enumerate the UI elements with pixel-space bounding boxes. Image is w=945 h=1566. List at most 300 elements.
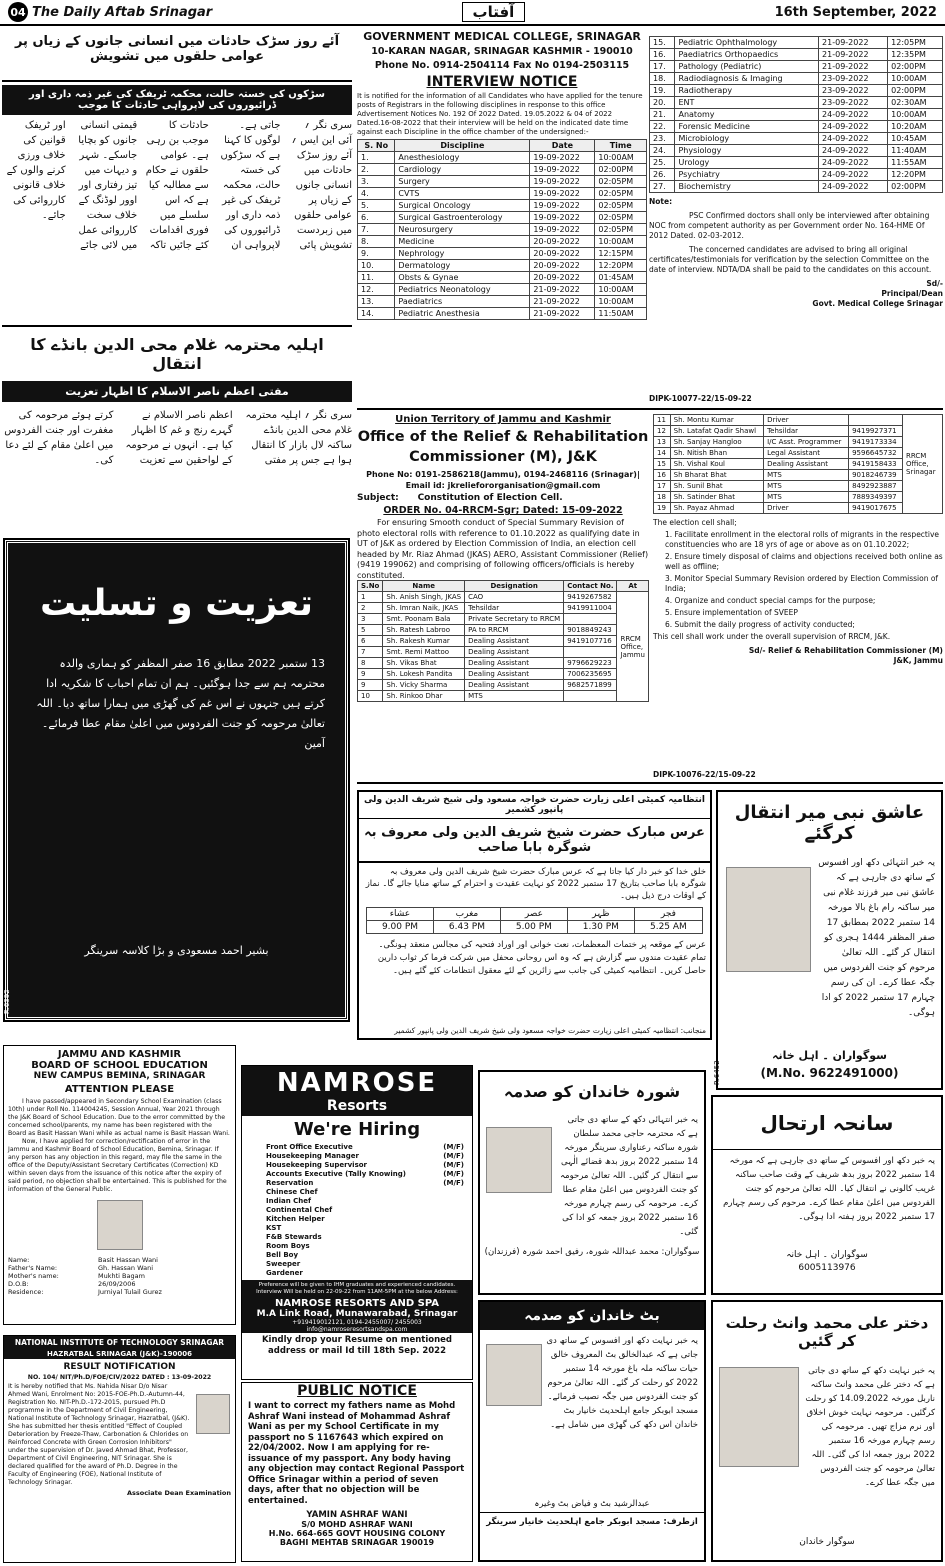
subject-label: Subject:	[357, 493, 399, 503]
rrcm-order-no: ORDER No. 04-RRCM-Sgr; Dated: 15-09-2022	[383, 505, 623, 516]
job-item	[266, 1179, 464, 1188]
table-cell: 5	[358, 625, 383, 636]
shora-from: سوگواران: محمد عبداللہ شورہ، رفیق احمد شورہ (فرزندان)	[484, 1247, 700, 1257]
pn-title: PUBLIC NOTICE	[297, 1383, 417, 1399]
table-cell: 02:05PM	[595, 200, 647, 212]
ashiq-body: یہ خبر انتہائی دکھ اور افسوس کے ساتھ دی جارہی ہے کہ عاشق نبی میر فرزند غلام نبی میر ساکنہ رام باغ بالا مورخہ 14 ستمبر 2022 بمطابق 17 صفر المظفر 1444 ہجری کو انتقال کر گئے۔ اللہ تعالیٰ مرحوم کو جنت الفردوس میں جگہ عطا کرے۔ ان کی رسم چہارم 17 ستمبر 2022 کو ادا ہوگی۔	[818, 858, 935, 1018]
table-row	[650, 97, 943, 109]
table-row	[654, 481, 943, 492]
pn-body: I want to correct my fathers name as Mohd Ashraf Wani instead of Mohammad Ashraf Wani as per my School Certificate in my passport no S 1167643 which expired on 22/04/2002. Now I am applying for re-issuance of my passport. Any body having any objection may contact Regional Passport Office Srinagar within a period of seven days, after that no objection will be entertained.	[248, 1401, 465, 1506]
table-cell: 9018849243	[564, 625, 617, 636]
job-gender: (M/F)	[443, 1179, 464, 1187]
table-cell: 24-09-2022	[819, 133, 888, 145]
field-value: Jurniyal Tulail Gurez	[98, 1288, 162, 1296]
table-cell: 02:00PM	[595, 164, 647, 176]
gmc-table-2	[649, 36, 943, 193]
table-row	[650, 85, 943, 97]
table-row	[358, 614, 649, 625]
table-cell	[564, 647, 617, 658]
table-row	[654, 470, 943, 481]
job-title: Front Office Executive	[266, 1143, 353, 1151]
public-notice	[241, 1382, 473, 1562]
table-cell: Sh. Sunil Bhat	[670, 481, 763, 492]
job-gender: (M/F)	[443, 1170, 464, 1178]
table-row	[650, 157, 943, 169]
table-cell: 21.	[650, 109, 675, 121]
job-list	[242, 1143, 472, 1278]
table-cell: Anatomy	[675, 109, 819, 121]
gmc-table	[357, 139, 647, 320]
table-cell: 10:00AM	[595, 236, 647, 248]
jkbose-body-2: Now, I have applied for correction/rectification of error in the Jammu and Kashmir Board of School Education, Bemina, Srinagar. If any person has any objection in this regard, may file the same in the office of the Deputy/Assistant Secretary Certificates (Correction) KD within seven days from the issuance of this notice after the expiry of said period, no objection shall be entertained. This is published for the information of the General Public.	[8, 1138, 227, 1193]
table-row	[650, 169, 943, 181]
gmc-notice-title: INTERVIEW NOTICE	[426, 74, 578, 90]
table-cell: 6	[358, 636, 383, 647]
table-cell: 20-09-2022	[530, 272, 595, 284]
field-label: Father's Name:	[8, 1264, 58, 1272]
field-value: Gh. Hassan Wani	[98, 1264, 154, 1272]
prayer-times-table	[366, 907, 703, 934]
table-cell: Sh. Rinkoo Dhar	[383, 691, 465, 702]
table-cell: Sh. Latafat Qadir Shawl	[670, 426, 763, 437]
table-row	[358, 152, 647, 164]
table-cell: Anesthesiology	[395, 152, 530, 164]
sanha-body: یہ خبر دکھ اور افسوس کے ساتھ دی جارہی ہے کہ مورخہ 14 ستمبر 2022 بروز بدھ شریف کے وقت صاحب ساکنہ غریب کالونی نے انتقال کیا۔ اللہ تعالیٰ مرحوم کو جنت الفردوس میں اعلیٰ مقام عطا کرے۔ مرحوم کی رسم چہارم 17 ستمبر 2022 بروز ہفتہ ادا ہوگی۔	[723, 1156, 935, 1222]
gmc-note-1: PSC Confirmed doctors shall only be interviewed after obtaining NOC from competent authority as per Government order No. 164-HME Of 2012 Dated. 02-03-2012.	[649, 211, 930, 240]
table-cell: Dermatology	[395, 260, 530, 272]
table-cell: 9796629223	[564, 658, 617, 669]
col-header: Time	[595, 140, 647, 152]
gmc-interview-notice	[357, 30, 943, 410]
nit-title: NATIONAL INSTITUTE OF TECHNOLOGY SRINAGAR	[4, 1336, 235, 1349]
prayer-time: 5.25 AM	[634, 921, 702, 934]
table-cell: 17	[654, 481, 671, 492]
table-cell: 12:15PM	[595, 248, 647, 260]
jkbose-title-1: JAMMU AND KASHMIR	[57, 1049, 182, 1060]
table-cell: 13	[654, 437, 671, 448]
rrcm-table	[357, 580, 649, 702]
table-cell: 24-09-2022	[819, 181, 888, 193]
dukhtar-body: یہ خبر نہایت دکھ کے ساتھ دی جاتی ہے کہ دختر علی محمد وانٹ ساکنہ ناربل مورخہ 14.09.2022 کو رحلت کرگئیں۔ مرحومہ نہایت خوش اخلاق اور نرم مزاج تھیں۔ مرحومہ کی رسم چہارم مورخہ 16 ستمبر 2022 بروز جمعہ ادا کی گئی۔ اللہ تعالیٰ مرحومہ کو جنت الفردوس میں جگہ عطا کرے۔	[805, 1366, 935, 1488]
job-item	[266, 1242, 464, 1251]
namrose-company: NAMROSE RESORTS AND SPA	[242, 1298, 472, 1309]
table-cell: 24.	[650, 145, 675, 157]
pn-addr-2: BAGHI MEHTAB SRINAGAR 190019	[279, 1538, 435, 1547]
gmc-note-label: Note:	[649, 197, 673, 206]
table-cell: Sh. Montu Kumar	[670, 415, 763, 426]
table-cell: 02:30AM	[888, 97, 943, 109]
prayer-head: ظہر	[567, 908, 634, 921]
posting-location: RRCM Office, Srinagar	[903, 415, 943, 514]
field-label: D.O.B:	[8, 1280, 29, 1288]
rrcm-duties	[653, 530, 943, 630]
table-cell: 12:20PM	[888, 169, 943, 181]
shora-body: یہ خبر انتہائی دکھ کے ساتھ دی جاتی ہے کہ محترمہ حاجی محمد سلطان شورہ ساکنہ رعناواری سرینگر مورخہ 14 ستمبر 2022 بروز بدھ قضائے الٰہی سے انتقال کر گئیں۔ اللہ تعالیٰ مرحومہ کو جنت الفردوس میں اعلیٰ مقام عطا کرے۔ مرحومہ کی رسم چہارم مورخہ 16 ستمبر 2022 بروز جمعہ کو ادا کی گئی۔	[560, 1115, 698, 1237]
butt-from: عبدالرشید بٹ و فیاض بٹ وغیرہ	[534, 1499, 650, 1509]
table-cell: Dealing Assistant	[764, 459, 849, 470]
job-title: Chinese Chef	[266, 1188, 318, 1196]
table-cell: Radiodiagnosis & Imaging	[675, 73, 819, 85]
table-cell: I/C Asst. Programmer	[764, 437, 849, 448]
table-cell: Dealing Assistant	[465, 658, 564, 669]
table-cell: 9018246739	[849, 470, 903, 481]
urs-sign: منجانب: انتظامیہ کمیٹی اعلی زیارت حضرت خواجہ مسعود ولی شیخ شریف الدین ولی پانپور کشمیر	[394, 1026, 706, 1035]
job-item	[266, 1269, 464, 1278]
table-row	[358, 272, 647, 284]
namrose-pref: Preference will be given to IHM graduates and experienced candidates. Interview Will be held on 22-09-22 from 11AM-5PM at the below Address:	[242, 1280, 472, 1298]
job-gender: (M/F)	[443, 1143, 464, 1151]
table-cell: 11	[654, 415, 671, 426]
prayer-time: 1.30 PM	[567, 921, 634, 934]
table-row	[650, 133, 943, 145]
table-cell: 12:20PM	[595, 260, 647, 272]
table-cell: 24-09-2022	[819, 157, 888, 169]
table-row	[650, 121, 943, 133]
job-title: Accounts Executive (Tally Knowing)	[266, 1170, 406, 1178]
gmc-intro: It is notified for the information of all Candidates who have applied for the tenure posts of Registrars in the following disciplines in response to this office Advertisement Notices No. 192 Of 2022 Dated. 19.05.2022 & 04 of 2022 Dated.16-08-2022 that their interview will be held on the indicated date time against each Discipline in the office chamber of the undersigned:-	[357, 92, 643, 136]
table-cell: 9419927371	[849, 426, 903, 437]
job-title: F&B Stewards	[266, 1233, 322, 1241]
table-cell: 02:05PM	[595, 224, 647, 236]
table-cell: Sh. Rakesh Kumar	[383, 636, 465, 647]
pn-name: YAMIN ASHRAF WANI	[306, 1510, 408, 1520]
table-cell	[849, 415, 903, 426]
gmc-address: 10-KARAN NAGAR, SRINAGAR KASHMIR - 190010	[371, 46, 633, 57]
table-cell: Paediatrics Orthopaedics	[675, 49, 819, 61]
table-cell: 11:55AM	[888, 157, 943, 169]
table-cell: 19.	[650, 85, 675, 97]
table-cell: 3.	[358, 176, 395, 188]
prayer-head: مغرب	[433, 908, 500, 921]
table-cell: Surgery	[395, 176, 530, 188]
table-cell: 9419017675	[849, 503, 903, 514]
table-cell: 02:05PM	[595, 176, 647, 188]
table-cell: 16.	[650, 49, 675, 61]
job-item	[266, 1215, 464, 1224]
dukhtar-title: دختر علی محمد وانٹ رحلت کر گئیں	[725, 1314, 929, 1350]
rrcm-subject-row	[357, 493, 649, 503]
jkbose-notice	[3, 1045, 236, 1325]
table-cell: Tehsildar	[465, 603, 564, 614]
field-label: Name:	[8, 1256, 30, 1264]
table-row	[654, 459, 943, 470]
header-date: 16th September, 2022	[774, 4, 937, 20]
table-cell: Radiotherapy	[675, 85, 819, 97]
job-item	[266, 1206, 464, 1215]
table-cell: 9419911004	[564, 603, 617, 614]
portrait-photo	[719, 1367, 799, 1467]
job-title: Bell Boy	[266, 1251, 299, 1259]
news-story-obituary	[2, 325, 352, 535]
table-cell: 4.	[358, 188, 395, 200]
table-cell: Smt. Poonam Bala	[383, 614, 465, 625]
job-title: Kitchen Helper	[266, 1215, 325, 1223]
table-cell: Legal Assistant	[764, 448, 849, 459]
table-cell: Pediatric Anesthesia	[395, 308, 530, 320]
table-cell: MTS	[465, 691, 564, 702]
table-cell: 10:45AM	[888, 133, 943, 145]
table-row	[650, 61, 943, 73]
table-cell: Sh. Vicky Sharma	[383, 680, 465, 691]
table-cell: MTS	[764, 492, 849, 503]
table-cell: 9.	[358, 248, 395, 260]
table-cell: 10:20AM	[888, 121, 943, 133]
gmc-sd: Sd/-	[926, 279, 943, 288]
table-row	[650, 73, 943, 85]
col-header: S. No	[358, 140, 395, 152]
job-title: Continental Chef	[266, 1206, 333, 1214]
table-cell: 7.	[358, 224, 395, 236]
table-cell: 10.	[358, 260, 395, 272]
table-cell: 01:45AM	[595, 272, 647, 284]
jkbose-fields	[4, 1256, 235, 1296]
table-row	[650, 181, 943, 193]
job-item	[266, 1143, 464, 1152]
table-cell: Physiology	[675, 145, 819, 157]
candidate-photo	[196, 1394, 230, 1434]
rrcm-cell-label: The election cell shall;	[653, 518, 737, 527]
jkbose-body: I have passed/appeared in Secondary School Examination (class 10th) under Roll No. 114004245, Session Annual, Year 2021 through the J&K Board of School Education. Due to the error committed by the concerned school/parents, my name has been registered with the Board as Basit Hassan Wani while as actual name is Basit Hassan Wani.	[8, 1098, 230, 1137]
job-item	[266, 1152, 464, 1161]
table-row	[358, 592, 649, 603]
table-row	[358, 176, 647, 188]
urs-notice	[357, 790, 712, 1040]
ashiq-phone: (M.No. 9622491000)	[760, 1066, 899, 1080]
table-cell: Tehsildar	[764, 426, 849, 437]
table-cell: 10	[358, 691, 383, 702]
table-cell: 15.	[650, 37, 675, 49]
job-title: KST	[266, 1224, 282, 1232]
prayer-time: 9.00 PM	[367, 921, 434, 934]
table-cell: PA to RRCM	[465, 625, 564, 636]
story-body: سری نگر ؍ آئی این ایس ؍ آئے روز سڑک حادثات میں انسانی جانوں کے زیاں پر عوامی حلقوں میں زبردست تشویش پائی جاتی ہے۔ لوگوں کا کہنا ہے کہ سڑکوں کی خستہ حالت، محکمہ ٹریفک کی غیر ذمہ داری اور ڈرائیوروں کی لاپرواہی ان حادثات کا موجب بن رہی ہے۔ عوامی حلقوں نے حکام سے مطالبہ کیا ہے کہ اس سلسلے میں فوری اقدامات کئے جائیں تاکہ قیمتی انسانی جانوں کو بچایا جاسکے۔ شہر و دیہات میں تیز رفتاری اور اوور لوڈنگ کے خلاف سخت کارروائی عمل میں لائی جائے اور ٹریفک قوانین کی خلاف ورزی کرنے والوں کے خلاف قانونی کارروائی کی جائے۔	[6, 120, 352, 251]
story2-body: سری نگر ؍ اہلیہ محترمہ غلام محی الدین بانڈے ساکنہ لال بازار کا انتقال ہوا ہے جس پر مفتی اعظم ناصر الاسلام نے گہرے رنج و غم کا اظہار کیا ہے۔ انہوں نے مرحومہ کے لواحقین سے تعزیت کرتے ہوئے مرحومہ کی مغفرت اور جنت الفردوس میں اعلیٰ مقام کے لئے دعا کی۔	[4, 410, 352, 466]
table-row	[654, 437, 943, 448]
job-gender: (M/F)	[443, 1161, 464, 1169]
jkbose-title-2: BOARD OF SCHOOL EDUCATION	[31, 1060, 208, 1071]
table-cell: 17.	[650, 61, 675, 73]
table-cell: Pediatric Ophthalmology	[675, 37, 819, 49]
gmc-title: GOVERNMENT MEDICAL COLLEGE, SRINAGAR	[363, 30, 641, 43]
rrcm-order	[357, 414, 943, 784]
table-cell: 9	[358, 669, 383, 680]
namrose-drop: Kindly drop your Resume on mentioned address or mail Id till 18th Sep. 2022	[261, 1335, 453, 1356]
student-photo	[97, 1200, 143, 1250]
table-cell	[564, 691, 617, 702]
page-number: 04	[8, 2, 28, 22]
table-cell: Neurosurgery	[395, 224, 530, 236]
table-cell: 24-09-2022	[819, 121, 888, 133]
rrcm-title: Office of the Relief & Rehabilitation Commissioner (M), J&K	[357, 429, 649, 465]
table-cell: 20-09-2022	[530, 236, 595, 248]
namrose-hiring-ad	[241, 1065, 473, 1380]
table-cell: 19-09-2022	[530, 152, 595, 164]
table-cell: 9419158433	[849, 459, 903, 470]
table-cell: 7889349397	[849, 492, 903, 503]
table-cell: 02:05PM	[595, 188, 647, 200]
jkbose-attn: ATTENTION PLEASE	[64, 1084, 175, 1095]
table-cell: Biochemistry	[675, 181, 819, 193]
story2-headline: اہلیہ محترمہ غلام محی الدین بانڈے کا انتقال	[30, 335, 324, 373]
table-cell: 5.	[358, 200, 395, 212]
table-cell: 21-09-2022	[819, 37, 888, 49]
table-row	[654, 426, 943, 437]
namrose-hiring: We're Hiring	[293, 1119, 421, 1140]
table-cell: 1.	[358, 152, 395, 164]
table-row	[358, 680, 649, 691]
table-cell: Driver	[764, 503, 849, 514]
table-cell: 2.	[358, 164, 395, 176]
table-cell: Nephrology	[395, 248, 530, 260]
table-cell: 24-09-2022	[819, 145, 888, 157]
table-cell: 23-09-2022	[819, 73, 888, 85]
table-cell: Cardiology	[395, 164, 530, 176]
namrose-addr: M.A Link Road, Munawarabad, Srinagar	[242, 1309, 472, 1319]
table-cell: 12.	[358, 284, 395, 296]
job-item	[266, 1161, 464, 1170]
dukhtar-from: سوگوار خاندان	[799, 1537, 855, 1547]
col-header: Discipline	[395, 140, 530, 152]
field-row	[8, 1272, 231, 1280]
table-row	[358, 636, 649, 647]
table-cell: CVTS	[395, 188, 530, 200]
table-cell: 14.	[358, 308, 395, 320]
table-cell: Sh. Anish Singh, JKAS	[383, 592, 465, 603]
nit-sign: Associate Dean Examination	[126, 1489, 231, 1497]
table-cell: 19-09-2022	[530, 188, 595, 200]
shora-title: شورہ خاندان کو صدمہ	[503, 1082, 681, 1101]
field-row	[8, 1280, 231, 1288]
table-cell: 02:00PM	[888, 85, 943, 97]
table-cell: 18.	[650, 73, 675, 85]
field-row	[8, 1256, 231, 1264]
job-title: Gardener	[266, 1269, 303, 1277]
table-cell: 9	[358, 680, 383, 691]
butt-title: بٹ خاندان کو صدمہ	[480, 1302, 704, 1330]
gmc-dipk: DIPK-10077-22/15-09-22	[649, 394, 752, 403]
rrcm-ut: Union Territory of Jammu and Kashmir	[395, 414, 611, 425]
table-cell: 10:00AM	[595, 296, 647, 308]
ashiq-title: عاشق نبی میر انتقال کرگئے	[734, 802, 925, 844]
condolence-body: 13 ستمبر 2022 مطابق 16 صفر المظفر کو ہماری والدہ محترمہ ہم سے جدا ہوگئیں۔ ہم ان تمام احباب کا شکریہ ادا کرتے ہیں جنہوں نے اس غم کی گھڑی میں ہمارا ساتھ دیا۔ اللہ تعالیٰ مرحومہ کو جنت الفردوس میں اعلیٰ مقام عطا فرمائے۔ آمین	[36, 657, 325, 750]
col-header: Designation	[465, 581, 564, 592]
table-cell: 24-09-2022	[819, 109, 888, 121]
table-row	[654, 503, 943, 514]
table-cell: 1	[358, 592, 383, 603]
nit-result-notification	[3, 1335, 236, 1563]
duty-item: 5. Ensure implementation of SVEEP	[665, 608, 798, 617]
nit-number: NO. 104/ NIT/Ph.D/FOE/CIV/2022 DATED : 13-09-2022	[27, 1374, 212, 1381]
table-cell: MTS	[764, 481, 849, 492]
duty-item: 2. Ensure timely disposal of claims and objections received both online as well as offline;	[665, 552, 943, 571]
table-cell: Forensic Medicine	[675, 121, 819, 133]
field-label: Mother's name:	[8, 1272, 59, 1280]
field-label: Residence:	[8, 1288, 44, 1296]
table-cell: 27.	[650, 181, 675, 193]
gmc-phone: Phone No. 0914-2504114 Fax No 0194-2503115	[374, 60, 630, 71]
table-cell: 7	[358, 647, 383, 658]
condolence-title: تعزیت و تسلیت	[40, 583, 313, 624]
table-row	[358, 625, 649, 636]
portrait-photo	[486, 1127, 552, 1193]
table-cell: 19-09-2022	[530, 224, 595, 236]
table-cell: 9419267582	[564, 592, 617, 603]
table-row	[654, 415, 943, 426]
table-cell: 19-09-2022	[530, 164, 595, 176]
posting-location: RRCM Office, Jammu	[617, 592, 649, 702]
table-cell: 02:05PM	[595, 212, 647, 224]
prayer-time: 6.43 PM	[433, 921, 500, 934]
obituary-butt	[478, 1300, 706, 1562]
field-value: Mukhti Bagam	[98, 1272, 145, 1280]
butt-body: یہ خبر نہایت دکھ اور افسوس کے ساتھ دی جاتی ہے کہ عبدالخالق بٹ المعروف خالق حیات ساکنہ ملہ باغ مورخہ 14 ستمبر 2022 کو رحلت کر گئے۔ اللہ تعالیٰ مرحوم کو جنت الفردوس میں جگہ نصیب فرمائے۔ مسجد ابوبکر جامع اہلحدیث خانیار بٹ خاندان اس دکھ کی گھڑی میں شامل ہے۔	[546, 1336, 698, 1430]
condolence-ad	[5, 540, 348, 1020]
nit-result: RESULT NOTIFICATION	[63, 1362, 176, 1372]
urs-body: خلق خدا کو خبر دار کیا جاتا ہے کہ عرس مبارک حضرت شیخ شریف الدین ولی معروف بہ شوگرہ بابا صاحب بتاریخ 17 ستمبر 2022 کو نہایت عقیدت و احترام کے ساتھ منایا جائے گا۔ نماز کے اوقات درج ذیل ہیں۔	[365, 867, 706, 901]
rrcm-phone: Phone No: 0191-2586218(Jammu), 0194-2468116 (Srinagar)|	[366, 470, 640, 479]
table-row	[358, 248, 647, 260]
butt-addr: ازطرف: مسجد ابوبکر جامع اہلحدیث خانیار سرینگر	[480, 1512, 704, 1527]
table-cell: 9682571899	[564, 680, 617, 691]
nit-sub: HAZRATBAL SRINAGAR (J&K)-190006	[4, 1349, 235, 1359]
urs-body-2: عرس کے موقعہ پر ختمات المعظمات، نعت خوانی اور اوراد فتحیہ کی مجالس منعقد ہونگی۔ تمام عقیدت مندوں سے گزارش ہے کہ وہ اس روحانی محفل میں شرکت فرما کر ثواب دارین حاصل کریں۔ انتظامیہ کمیٹی کی جانب سے زائرین کے لئے معقول انتظامات کئے گئے ہیں۔	[377, 940, 706, 976]
masthead-logo: آفتاب	[462, 2, 526, 22]
table-cell: 8.	[358, 236, 395, 248]
story-subhead: سڑکوں کی خستہ حالت، محکمہ ٹریفک کی غیر ذمہ داری اور ڈرائیوروں کی لاپرواہی حادثات کا موجب	[2, 85, 352, 115]
table-cell: 10:00AM	[888, 73, 943, 85]
job-item	[266, 1233, 464, 1242]
job-item	[266, 1224, 464, 1233]
table-cell: 20-09-2022	[530, 248, 595, 260]
table-row	[358, 236, 647, 248]
table-row	[358, 284, 647, 296]
rrcm-email: Email id: jkreliefororganisation@gmail.com	[405, 481, 601, 490]
job-item	[266, 1170, 464, 1179]
table-cell: 22.	[650, 121, 675, 133]
table-cell: Sh. Payaz Ahmad	[670, 503, 763, 514]
table-cell: Psychiatry	[675, 169, 819, 181]
ashiq-from: سوگواران ۔ اہل خانہ	[772, 1049, 887, 1062]
condolence-footer: بشیر احمد مسعودی و بڑا کلاسہ سرینگر	[84, 944, 269, 957]
job-title: Housekeeping Supervisor	[266, 1161, 367, 1169]
table-cell: Obsts & Gynae	[395, 272, 530, 284]
urs-top: انتظامیہ کمیٹی اعلی زیارت حضرت خواجہ مسعود ولی شیخ شریف الدین ولی پانپور کشمیر	[359, 792, 710, 819]
story-headline: آئے روز سڑک حادثات میں انسانی جانوں کے زیاں پر عوامی حلقوں میں تشویش	[2, 30, 352, 82]
table-cell: 13.	[358, 296, 395, 308]
table-cell: 23-09-2022	[819, 85, 888, 97]
table-row	[358, 224, 647, 236]
table-cell: 11.	[358, 272, 395, 284]
rrcm-table-2	[653, 414, 943, 514]
table-row	[650, 145, 943, 157]
table-cell: 10:00AM	[595, 152, 647, 164]
namrose-sub: Resorts	[242, 1098, 472, 1116]
job-item	[266, 1197, 464, 1206]
table-row	[358, 658, 649, 669]
table-cell: Pediatrics Neonatology	[395, 284, 530, 296]
table-cell: Dealing Assistant	[465, 669, 564, 680]
table-cell: 23.	[650, 133, 675, 145]
table-cell: 12:05PM	[888, 37, 943, 49]
table-row	[358, 669, 649, 680]
namrose-brand: NAMROSE	[242, 1066, 472, 1098]
col-header: Name	[383, 581, 465, 592]
table-cell: Dealing Assistant	[465, 680, 564, 691]
table-cell: 26.	[650, 169, 675, 181]
table-cell: Sh. Lokesh Pandita	[383, 669, 465, 680]
sanha-title: سانحہ ارتحال	[713, 1097, 941, 1150]
table-cell: 3	[358, 614, 383, 625]
